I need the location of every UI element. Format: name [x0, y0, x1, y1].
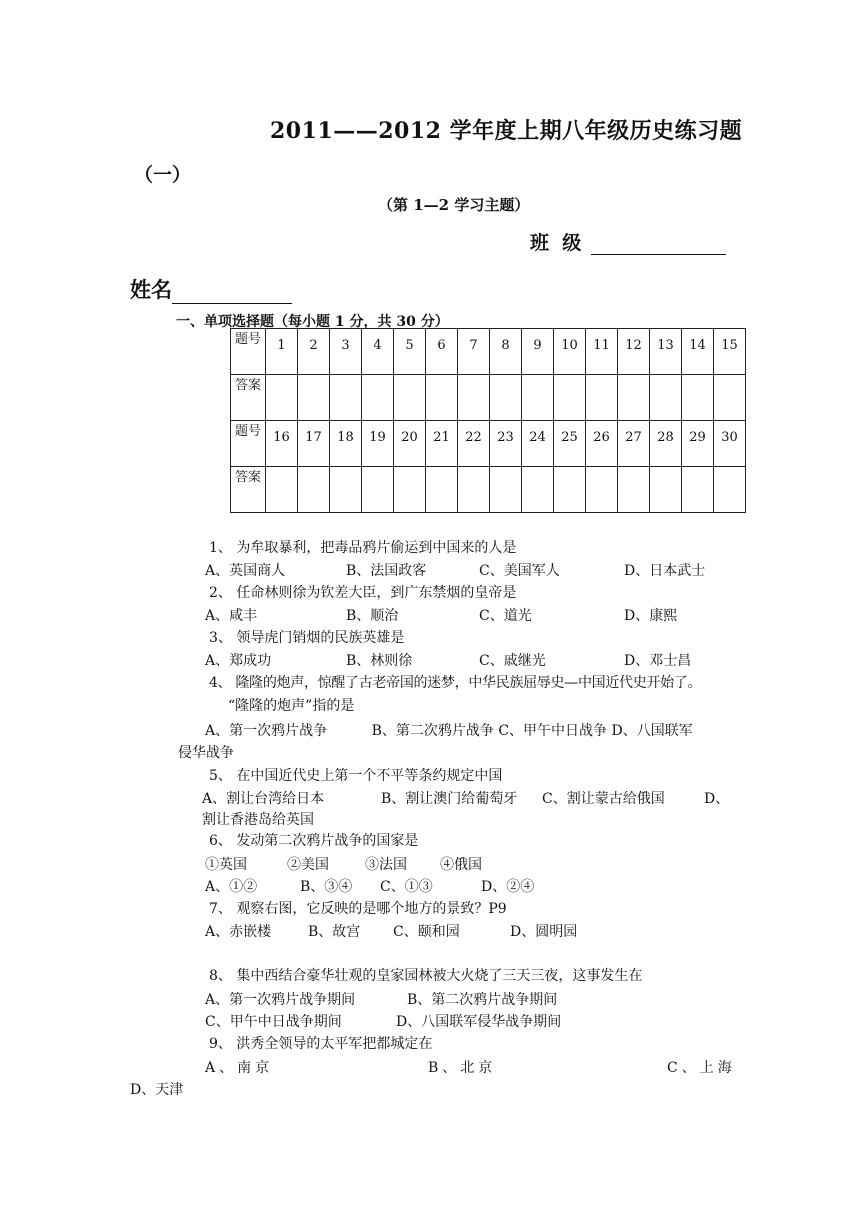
option-a: A、南京 — [205, 1060, 274, 1076]
option-d: D、邓士昌 — [624, 653, 692, 669]
class-blank[interactable] — [591, 234, 726, 255]
num-cell: 10 — [554, 329, 586, 375]
option-b: B、割让澳门给葡萄牙 — [381, 791, 518, 807]
answer-cell[interactable] — [330, 375, 362, 421]
answer-cell[interactable] — [586, 467, 618, 513]
num-cell: 18 — [330, 421, 362, 467]
option-c: C、甲午中日战争期间 — [205, 1014, 342, 1030]
num-cell: 30 — [714, 421, 746, 467]
option-a: A、①② — [205, 879, 258, 895]
num-cell: 26 — [586, 421, 618, 467]
num-cell: 20 — [394, 421, 426, 467]
number-row-2 — [231, 421, 746, 467]
option-a: A、英国商人 — [205, 563, 286, 579]
num-cell: 4 — [362, 329, 394, 375]
question-4-options-cont: 侵华战争 — [178, 745, 234, 761]
number-row-1 — [231, 329, 746, 375]
answer-cell[interactable] — [554, 375, 586, 421]
answer-cell[interactable] — [522, 467, 554, 513]
answer-cell[interactable] — [426, 467, 458, 513]
answer-row-2 — [231, 467, 746, 513]
answer-cell[interactable] — [458, 467, 490, 513]
num-cell: 2 — [298, 329, 330, 375]
answer-cell[interactable] — [330, 467, 362, 513]
name-field — [130, 274, 292, 304]
answer-cell[interactable] — [682, 375, 714, 421]
num-cell: 14 — [682, 329, 714, 375]
answer-cell[interactable] — [586, 375, 618, 421]
option-d: D、②④ — [481, 879, 535, 895]
num-cell: 15 — [714, 329, 746, 375]
option-a: A、赤嵌楼 — [205, 924, 272, 940]
option-c: C、美国军人 — [479, 563, 560, 579]
class-field — [530, 228, 726, 255]
answer-label: 答案 — [231, 467, 266, 513]
question-5-stem: 5、 在中国近代史上第一个不平等条约规定中国 — [209, 768, 503, 784]
num-cell: 17 — [298, 421, 330, 467]
answer-cell[interactable] — [554, 467, 586, 513]
question-8-stem: 8、 集中西结合豪华壮观的皇家园林被大火烧了三天三夜，这事发生在 — [209, 968, 643, 984]
option-a: A、郑成功 — [205, 653, 272, 669]
answer-label: 答案 — [231, 375, 266, 421]
item-4: ④俄国 — [440, 857, 482, 873]
answer-cell[interactable] — [426, 375, 458, 421]
num-label: 题号 — [231, 421, 266, 467]
answer-cell[interactable] — [362, 467, 394, 513]
option-b: B、北京 — [428, 1060, 497, 1076]
num-cell: 29 — [682, 421, 714, 467]
num-cell: 27 — [618, 421, 650, 467]
answer-cell[interactable] — [298, 375, 330, 421]
option-b: B、第二次鸦片战争期间 — [407, 992, 558, 1008]
num-cell: 19 — [362, 421, 394, 467]
answer-table — [230, 328, 746, 513]
page-subtitle: （第 1—2 学习主题） — [378, 196, 530, 214]
question-6-stem: 6、 发动第二次鸦片战争的国家是 — [209, 833, 419, 849]
answer-cell[interactable] — [490, 467, 522, 513]
answer-cell[interactable] — [266, 467, 298, 513]
option-d: D、天津 — [130, 1082, 184, 1098]
num-cell: 1 — [266, 329, 298, 375]
num-cell: 24 — [522, 421, 554, 467]
num-cell: 9 — [522, 329, 554, 375]
option-c: C、颐和园 — [393, 924, 460, 940]
num-cell: 12 — [618, 329, 650, 375]
question-7-stem: 7、 观察右图，它反映的是哪个地方的景致？P9 — [209, 901, 507, 917]
answer-cell[interactable] — [490, 375, 522, 421]
question-2-stem: 2、 任命林则徐为钦差大臣，到广东禁烟的皇帝是 — [209, 585, 517, 601]
num-cell: 6 — [426, 329, 458, 375]
option-d: D、康熙 — [624, 608, 678, 624]
name-label: 姓名 — [130, 277, 172, 302]
num-cell: 13 — [650, 329, 682, 375]
answer-cell[interactable] — [650, 467, 682, 513]
answer-cell[interactable] — [522, 375, 554, 421]
num-cell: 28 — [650, 421, 682, 467]
answer-row-1 — [231, 375, 746, 421]
num-cell: 21 — [426, 421, 458, 467]
option-c: C、道光 — [479, 608, 532, 624]
num-cell: 11 — [586, 329, 618, 375]
option-a: A、咸丰 — [205, 608, 258, 624]
answer-cell[interactable] — [682, 467, 714, 513]
section-heading: 一、单项选择题（每小题 1 分，共 30 分） — [176, 314, 449, 330]
answer-cell[interactable] — [618, 375, 650, 421]
question-3-stem: 3、 领导虎门销烟的民族英雄是 — [209, 630, 405, 646]
answer-cell[interactable] — [458, 375, 490, 421]
question-4-stem-cont: “隆隆的炮声”指的是 — [228, 698, 355, 714]
num-cell: 3 — [330, 329, 362, 375]
option-d: D、 — [704, 791, 730, 807]
answer-cell[interactable] — [618, 467, 650, 513]
option-b: B、法国政客 — [346, 563, 427, 579]
num-cell: 7 — [458, 329, 490, 375]
class-label: 班 级 — [530, 232, 582, 254]
question-4-stem: 4、 隆隆的炮声，惊醒了古老帝国的迷梦，中华民族屈辱史—中国近代史开始了。 — [209, 675, 702, 691]
num-cell: 23 — [490, 421, 522, 467]
num-label: 题号 — [231, 329, 266, 375]
name-blank[interactable] — [172, 281, 292, 304]
answer-cell[interactable] — [298, 467, 330, 513]
option-d: D、八国联军侵华战争期间 — [396, 1014, 562, 1030]
answer-cell[interactable] — [362, 375, 394, 421]
option-a: A、割让台湾给日本 — [202, 791, 325, 807]
answer-cell[interactable] — [650, 375, 682, 421]
option-b: B、顺治 — [346, 608, 399, 624]
num-cell: 8 — [490, 329, 522, 375]
page-title: 2011——2012 学年度上期八年级历史练习题 — [270, 118, 743, 144]
option-c: C、戚继光 — [479, 653, 546, 669]
part-number: （一） — [134, 164, 192, 186]
num-cell: 16 — [266, 421, 298, 467]
question-4-options: A、第一次鸦片战争 B、第二次鸦片战争 C、甲午中日战争 D、八国联军 — [205, 723, 693, 739]
option-b: B、故宫 — [308, 924, 361, 940]
option-b: B、林则徐 — [346, 653, 413, 669]
answer-cell[interactable] — [714, 375, 746, 421]
option-d: D、圆明园 — [510, 924, 578, 940]
item-3: ③法国 — [365, 857, 407, 873]
num-cell: 22 — [458, 421, 490, 467]
num-cell: 5 — [394, 329, 426, 375]
item-2: ②美国 — [287, 857, 329, 873]
option-c: C、割让蒙古给俄国 — [542, 791, 665, 807]
answer-cell[interactable] — [714, 467, 746, 513]
answer-cell[interactable] — [266, 375, 298, 421]
option-c: C、①③ — [380, 879, 433, 895]
option-b: B、③④ — [300, 879, 353, 895]
num-cell: 25 — [554, 421, 586, 467]
answer-cell[interactable] — [394, 467, 426, 513]
answer-cell[interactable] — [394, 375, 426, 421]
question-1-stem: 1、 为牟取暴利，把毒品鸦片偷运到中国来的人是 — [209, 540, 517, 556]
option-d: D、日本武士 — [624, 563, 706, 579]
option-c: C、上海 — [667, 1060, 736, 1076]
option-d-cont: 割让香港岛给英国 — [202, 812, 314, 828]
item-1: ①英国 — [205, 857, 247, 873]
question-9-stem: 9、 洪秀全领导的太平军把都城定在 — [209, 1036, 433, 1052]
option-a: A、第一次鸦片战争期间 — [205, 992, 356, 1008]
